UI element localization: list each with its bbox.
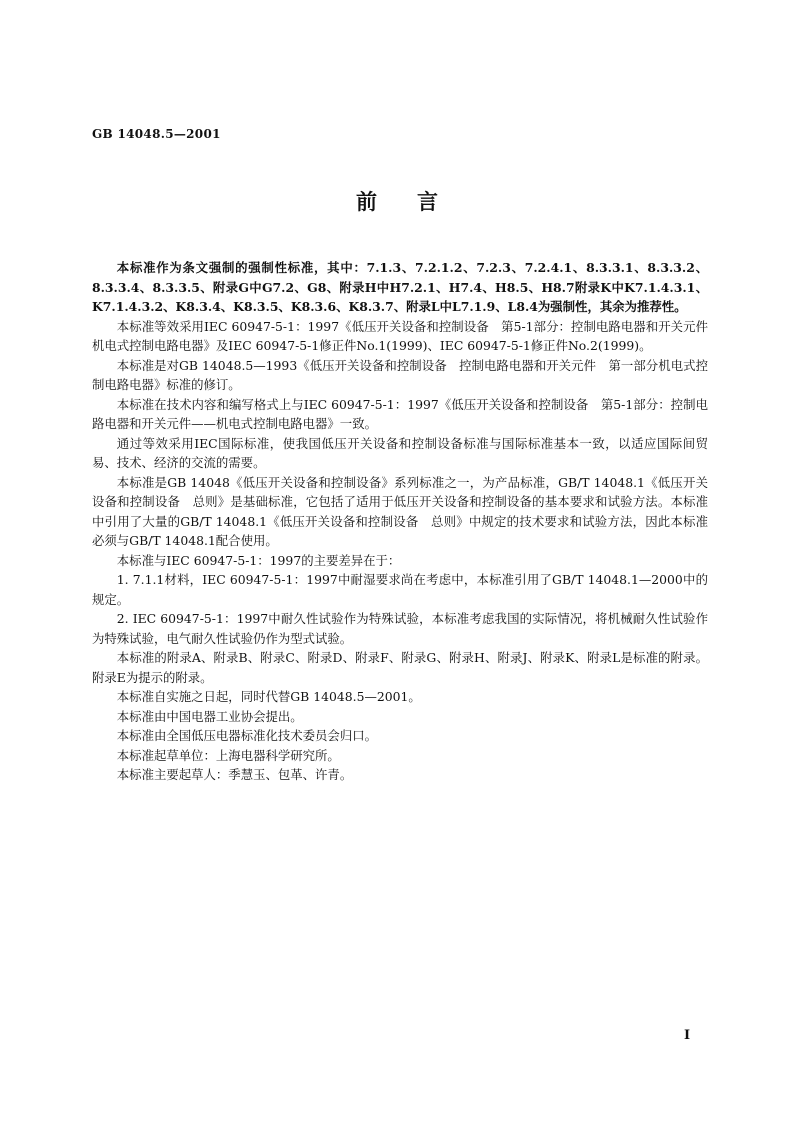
page-title: 前言: [356, 189, 478, 214]
foreword-paragraph: 本标准起草单位：上海电器科学研究所。: [116, 747, 340, 763]
foreword-paragraph: 本标准在技术内容和编写格式上与IEC 60947-5-1：1997《低压开关设备和控制设备 第5-1部分：控制电路电器和开关元件——机电式控制电路电器》一致。: [92, 396, 708, 431]
foreword-paragraph: 本标准自实施之日起，同时代替GB 14048.5—2001。: [116, 689, 421, 704]
foreword-paragraph: 本标准主要起草人：季慧玉、包革、许青。: [116, 767, 353, 782]
page-number: I: [684, 1028, 691, 1043]
foreword-paragraph: 本标准是对GB 14048.5—1993《低压开关设备和控制设备 控制电路电器和开关元件 第一部分机电式控制电路电器》标准的修订。: [92, 357, 708, 392]
standard-number-header: GB 14048.5—2001: [92, 127, 221, 141]
foreword-paragraph: 本标准作为条文强制的强制性标准，其中：7.1.3、7.2.1.2、7.2.3、7.2.4.1、8.3.3.1、8.3.3.2、8.3.3.4、8.3.3.5、附录G中G7.2、G8、附录H中H7.2.1、H7.4、H8.5、H8.7附录K中K7.1.4.3.1、K7.1.4.3.2、K8.3.4、K8.3.5、K8.3.6、K8.3.7、附录L中L7.1.9、L8.4为强制性，其余为推荐性。: [92, 260, 708, 314]
foreword-paragraph: 本标准由中国电器工业协会提出。: [116, 708, 303, 724]
foreword-paragraph: 本标准等效采用IEC 60947-5-1：1997《低压开关设备和控制设备 第5-1部分：控制电路电器和开关元件 机电式控制电路电器》及IEC 60947-5-1修正件No.1(1999)、IEC 60947-5-1修正件No.2(1999)。: [92, 318, 721, 353]
foreword-paragraph: 本标准由全国低压电器标准化技术委员会归口。: [116, 728, 377, 743]
foreword-paragraph: 本标准的附录A、附录B、附录C、附录D、附录F、附录G、附录H、附录J、附录K、附录L是标准的附录。附录E为提示的附录。: [92, 650, 708, 685]
foreword-paragraph: 1. 7.1.1材料，IEC 60947-5-1：1997中耐湿要求尚在考虑中，本标准引用了GB/T 14048.1—2000中的规定。: [92, 572, 708, 607]
foreword-paragraph: 2. IEC 60947-5-1：1997中耐久性试验作为特殊试验，本标准考虑我国的实际情况，将机械耐久性试验作为特殊试验，电气耐久性试验仍作为型式试验。: [92, 611, 708, 646]
foreword-paragraph: 本标准与IEC 60947-5-1：1997的主要差异在于：: [116, 552, 401, 568]
foreword-paragraph: 通过等效采用IEC国际标准，使我国低压开关设备和控制设备标准与国际标准基本一致，以适应国际间贸易、技术、经济的交流的需要。: [92, 435, 708, 470]
foreword-paragraph: 本标准是GB 14048《低压开关设备和控制设备》系列标准之一，为产品标准，GB/T 14048.1《低压开关设备和控制设备 总则》是基础标准，它包括了适用于低压开关设备和控制设备的基本要求和试验方法。本标准中引用了大量的GB/T 14048.1《低压开关设备和控制设备 总则》中规定的技术要求和试验方法，因此本标准必须与GB/T 14048.1配合使用。: [92, 474, 708, 548]
foreword-body: [92, 258, 721, 785]
